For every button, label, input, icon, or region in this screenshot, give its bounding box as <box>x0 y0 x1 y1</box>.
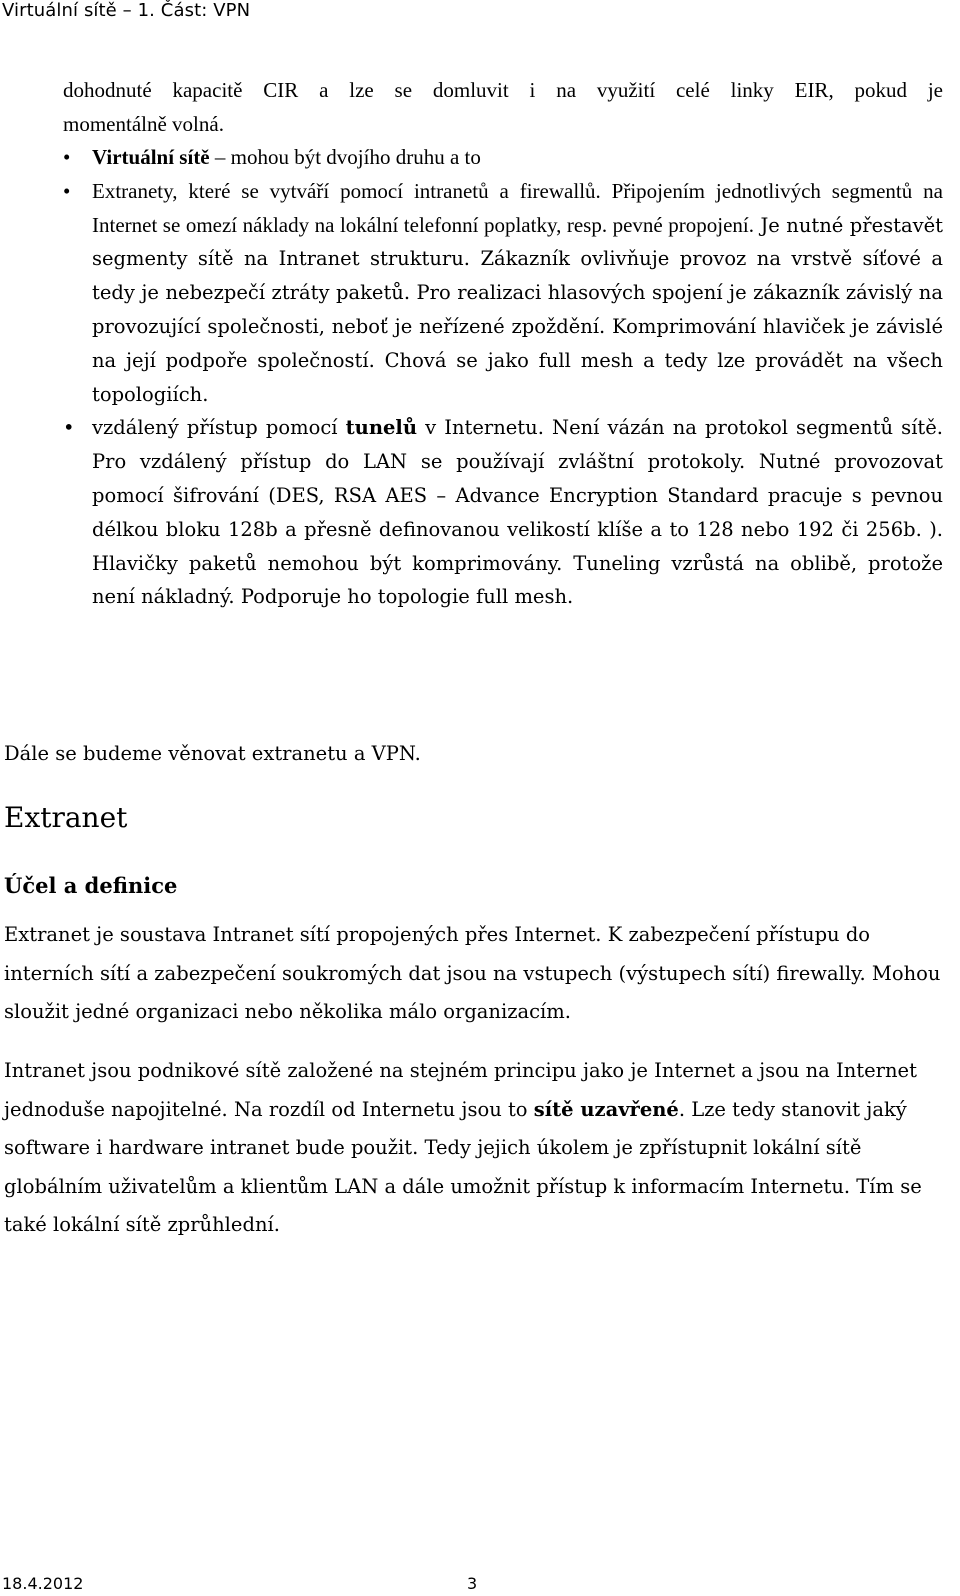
bullet-text-cont: v Internetu. Není vázán na protokol segmentů sítě. Pro vzdálený přístup do LAN se používají zvláštní protokoly. Nutné provozovat pomocí šifrování (DES, RSA AES – Advance Encryption Standard pracuje s pevnou délkou bloku 128b a přesně definovanou velikostí klíše a to 128 nebo 192 či 256b. ). Hlavičky paketů nemohou být komprimovány. Tuneling vzrůstá na oblibě, protože není nákladný. Podporuje ho topologie full mesh. <box>92 416 944 609</box>
bullet-bold: Virtuální sítě <box>92 145 210 169</box>
continuation-line-1: dohodnuté kapacitě CIR a lze se domluvit i na využití celé linky EIR, pokud je <box>63 78 943 102</box>
bullet-bold: tunelů <box>345 416 417 440</box>
list-item <box>63 141 943 175</box>
paragraph-2-bold: sítě uzavřené <box>533 1097 679 1121</box>
page-number: 3 <box>467 1574 478 1593</box>
bullet-text: vzdálený přístup pomocí <box>92 416 346 440</box>
intro-paragraph: Dále se budeme věnovat extranetu a VPN. <box>4 742 421 765</box>
bullet-text: – mohou být dvojího druhu a to <box>209 145 481 169</box>
footer-date: 18.4.2012 <box>2 1574 84 1593</box>
bullet-text-cont: Je nutné přestavět segmenty sítě na Intranet strukturu. Zákazník ovlivňuje provoz na vrstvě síťové a tedy je nebezpečí ztráty paketů. Pro realizaci hlasových spojení je zákazník závislý na provozující společnosti, neboť je neřízené zpoždění. Komprimování hlaviček je závislé na její podpoře společností. Chová se jako full mesh a tedy lze provádět na všech topologiích. <box>92 213 943 406</box>
paragraph-2-text: Intranet jsou podnikové sítě založené na stejném principu jako je Internet a jsou na Internet jednoduše napojitelné. Na rozdíl od Internetu jsou to <box>4 1059 917 1121</box>
paragraph-2-text-cont: . Lze tedy stanovit jaký software i hardware intranet bude použit. Tedy jejich úkolem je zpřístupnit lokální sítě globálním uživatelům a klientům LAN a dále umožnit přístup k informacím Internetu. Tím se také lokální sítě zprůhlední. <box>4 1097 922 1236</box>
bullet-icon: • <box>63 416 75 440</box>
continuation-line-2: momentálně volná. <box>63 111 224 136</box>
bullet-text: Extranety, které se vytváří pomocí intranetů a firewallů. Připojením jednotlivých segmentů na Internet se omezí náklady na lokální telefonní poplatky, resp. pevné propojení. <box>92 178 943 237</box>
continuation-text <box>63 74 943 142</box>
page-header: Virtuální sítě – 1. Část: VPN <box>2 0 251 21</box>
bullet-icon: • <box>63 178 71 203</box>
subsection-title: Účel a definice <box>4 873 178 898</box>
section-title: Extranet <box>4 801 128 834</box>
list-item <box>63 411 943 614</box>
bullet-list <box>63 141 943 614</box>
paragraph-1: Extranet je soustava Intranet sítí propojených přes Internet. K zabezpečení přístupu do interních sítí a zabezpečení soukromých dat jsou na vstupech (výstupech sítí) firewally. Mohou sloužit jedné organizaci nebo několika málo organizacím. <box>4 923 941 1023</box>
bullet-icon: • <box>63 145 71 169</box>
paragraph-2 <box>4 1052 944 1245</box>
list-item <box>63 175 943 412</box>
